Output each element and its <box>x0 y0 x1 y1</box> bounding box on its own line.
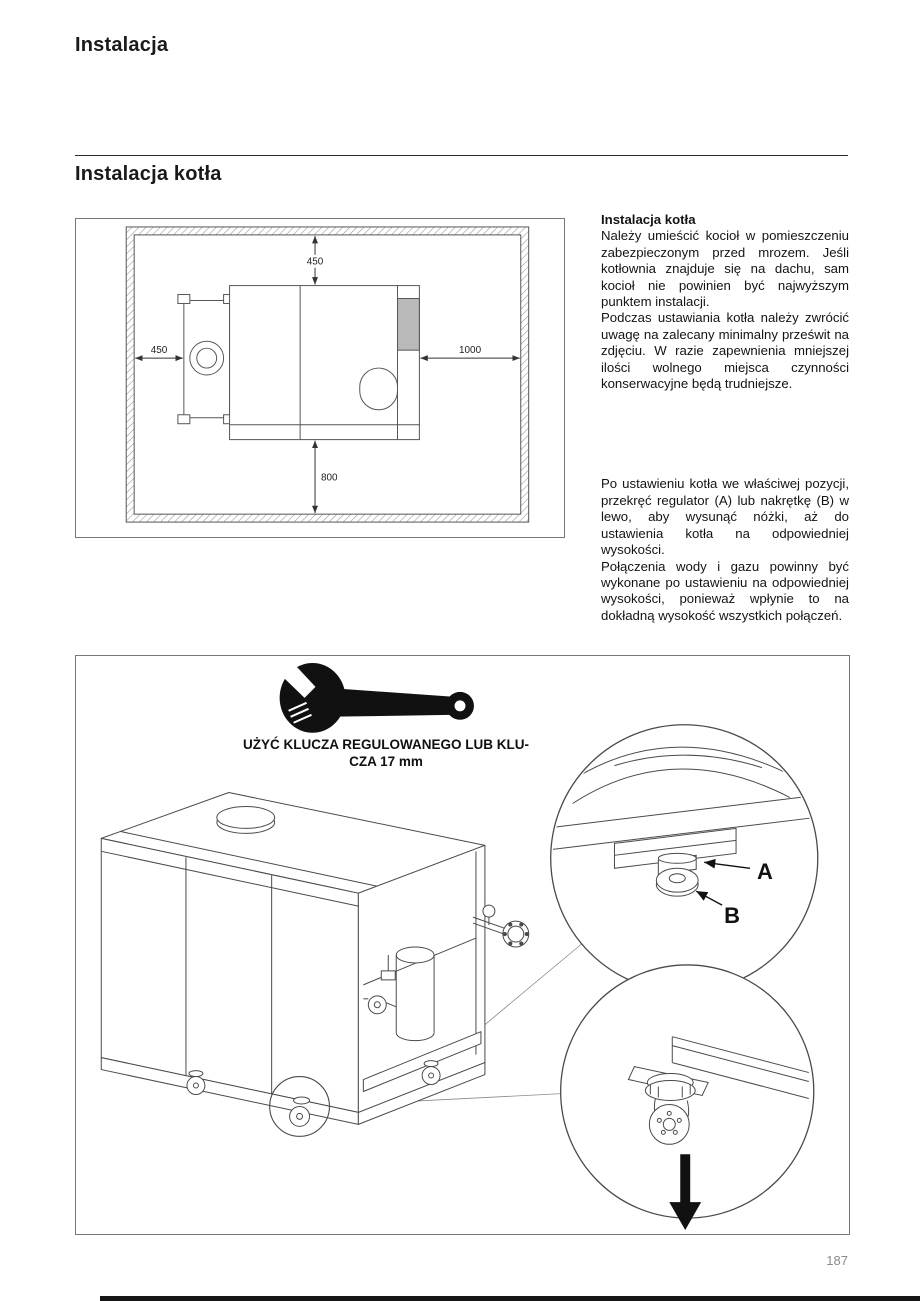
section-title: Instalacja kotła <box>75 163 222 185</box>
dim-label-bottom: 800 <box>320 472 338 484</box>
paragraph-3: Po ustawieniu kotła we właściwej pozycji, przekręć regulator (A) lub nakrętkę (B) w lewo, aby wysunąć nóżki, aż do ustawienia kotła na odpowiedniej wysokości. <box>601 476 849 558</box>
clearance-figure <box>75 218 565 538</box>
wrench-icon <box>273 656 474 733</box>
paragraph-1: Należy umieścić kocioł w pomieszczeniu zabezpieczonym przed mrozem. Jeśli kotłownia znajduje się na dachu, sam kocioł nie powinien być najwyższym punktem instalacji. <box>601 228 849 310</box>
label-b: B <box>724 903 740 929</box>
section-divider <box>75 155 848 156</box>
boiler-top-view <box>178 286 419 440</box>
paragraph-4: Połączenia wody i gazu powinny być wykonane po ustawieniu na odpowiedniej wysokości, ponieważ wpłynie to na dokładną wysokość wszystkich połączeń. <box>601 558 849 623</box>
dim-label-left: 450 <box>150 345 168 357</box>
detail-callout-bottom <box>561 965 814 1230</box>
boiler-isometric-drawing <box>101 793 581 1127</box>
page-title: Instalacja <box>75 34 169 56</box>
wrench-caption-line1: UŻYĆ KLUCZA REGULOWANEGO LUB KLU- <box>243 737 529 752</box>
wrench-caption-line2: CZA 17 mm <box>349 754 423 769</box>
detail-callout-top <box>551 725 818 992</box>
clearance-diagram-svg <box>76 219 564 537</box>
scan-edge-strip <box>100 1296 920 1301</box>
instruction-text-column <box>601 212 849 624</box>
leveling-figure <box>75 655 850 1235</box>
paragraph-2: Podczas ustawiania kotła należy zwrócić uwagę na zalecany minimalny prześwit na zdjęciu. W razie zapewnienia mniejszej ilości wolnego miejsca czynności konserwacyjne będą trudniejsze. <box>601 310 849 392</box>
page-number: 187 <box>826 1253 848 1268</box>
dim-label-right: 1000 <box>459 345 482 357</box>
wrench-caption <box>211 736 561 770</box>
text-heading: Instalacja kotła <box>601 212 696 227</box>
label-a: A <box>756 859 773 885</box>
dim-label-top: 450 <box>306 256 324 268</box>
